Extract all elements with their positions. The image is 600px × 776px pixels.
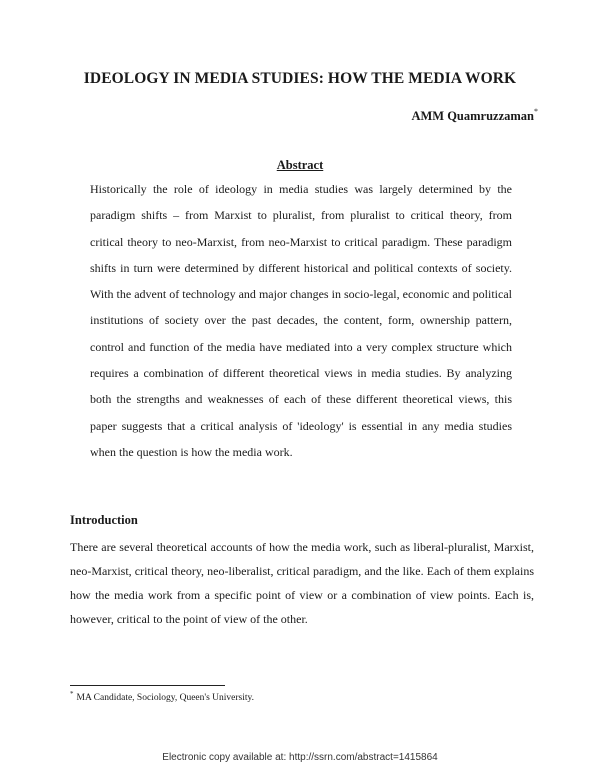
author-footnote-mark: * <box>534 107 538 116</box>
introduction-paragraph: There are several theoretical accounts of how the media work, such as liberal-pluralist, Marxist, neo-Marxist, critical theory, neo-liberalist, critical paradigm, and the like. Each of them explains how the media work from a specific point of view or a combination of view points. Each is, however, critical to the point of view of the other. <box>70 540 534 626</box>
footnote-mark: * <box>70 690 74 698</box>
footnote <box>70 690 254 703</box>
abstract-heading: Abstract <box>276 158 324 172</box>
electronic-copy-notice[interactable]: Electronic copy available at: http://ssrn.com/abstract=1415864 <box>162 752 438 763</box>
paper-title: IDEOLOGY IN MEDIA STUDIES: HOW THE MEDIA WORK <box>83 70 517 87</box>
abstract-paragraph: Historically the role of ideology in media studies was largely determined by the paradigm shifts – from Marxist to pluralist, from pluralist to critical theory, from critical theory to neo-Marxist, from neo-Marxist to critical paradigm. These paradigm shifts in turn were determined by different historical and political contexts of society. With the advent of technology and major changes in socio-legal, economic and political institutions of society over the past decades, the content, form, ownership pattern, control and function of the media have mediated into a very complex structure which requires a combination of different theoretical views in media studies. By analyzing both the strengths and weaknesses of each of these different theoretical views, this paper suggests that a critical analysis of 'ideology' is essential in any media studies when the question is how the media work. <box>90 182 512 459</box>
footnote-divider <box>70 685 225 686</box>
footnote-text: MA Candidate, Sociology, Queen's University. <box>76 693 255 703</box>
author-line <box>411 107 538 124</box>
author-name: AMM Quamruzzaman <box>411 109 534 123</box>
introduction-heading: Introduction <box>70 513 138 527</box>
